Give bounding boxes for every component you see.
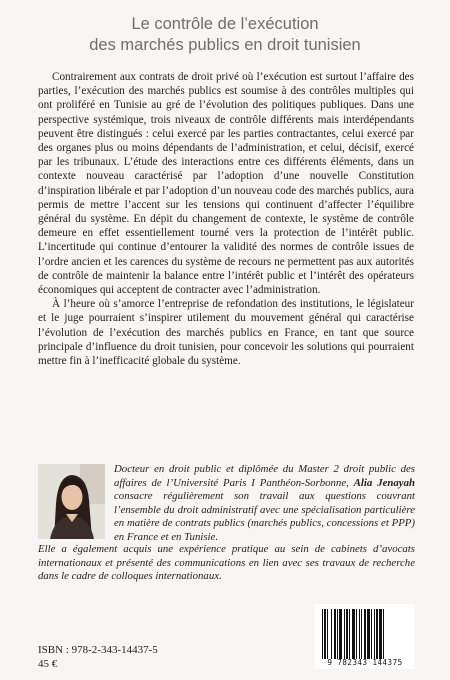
summary-paragraph-1: Contrairement aux contrats de droit privé où l’exécution est surtout l’affaire des parties, l’exécution des marchés publics est soumise à des contrôles multiples qui ont proliféré en Tunisie au gré de l’évolution des politiques publiques. Dans une perspective systémique, trois niveaux de contrôle différents mais interdépendants peuvent être distingués : celui exercé par les parties contractantes, celui exercé par des organes plus ou moins dépendants de l’administration, et celui, décisif, exercé par les tribunaux. L’étude des interactions entre ces différents éléments, dans un contexte nouveau caractérisé par l’adoption d’une nouvelle Constitution d’inspiration libérale et par l’adoption d’un nouveau code des marchés publics, aura permis de mettre l’accent sur les tensions qui continuent d’affecter l’équilibre général du système. En dépit du changement de contexte, le système de contrôle demeure en effet essentiellement tourné vers la protection de l’intérêt public. L’incertitude qui continue d’entourer la validité des normes de contrôle issues de l’ordre ancien et les carences du système de recours ne permettent pas aux autorités de contrôle de maintenir la balance entre l’intérêt public et l’intérêt des opérateurs économiques qui acceptent de contracter avec l’administration.	[38, 71, 414, 297]
bio-experience: Elle a également acquis une expérience pratique au sein de cabinets d’avocats internationaux et présenté des communications en lien avec ses travaux de recherche dans le cadre de colloques internationaux.	[38, 543, 415, 582]
price: 45 €	[38, 658, 58, 670]
barcode-icon	[322, 609, 410, 659]
bio-description: consacre régulièrement son travail aux questions couvrant l’ensemble du droit administratif avec une spécialisation particulière en matière de contrats publics (marchés publics, concessions et PPP) en France et en Tunisie.	[114, 490, 415, 543]
publication-info	[38, 643, 158, 671]
author-bio-continued	[38, 543, 415, 584]
author-photo	[38, 464, 105, 539]
author-name: Alia Jenayah	[353, 476, 415, 489]
bio-intro: Docteur en droit public et diplômée du Master 2 droit public des affaires de l’Université Paris I Panthéon-Sorbonne,	[114, 463, 415, 489]
isbn-number: ISBN : 978-2-343-14437-5	[38, 644, 158, 656]
book-title	[0, 14, 450, 56]
book-title-line-2: des marchés publics en droit tunisien	[89, 36, 361, 54]
summary-paragraph-2: À l’heure où s’amorce l’entreprise de refondation des institutions, le législateur et le juge pourraient s’inspirer utilement du mouvement général qui caractérise l’évolution de l’exécution des marchés publics en France, en tant que source principale d’influence du droit tunisien, pour concevoir les solutions qui pourraient mettre fin à l’inefficacité globale du système.	[38, 298, 414, 368]
barcode-digits: 9 782343 144375	[327, 658, 403, 667]
book-title-line-1: Le contrôle de l’exécution	[131, 15, 319, 33]
barcode	[315, 604, 415, 669]
summary-text	[38, 70, 414, 368]
author-portrait-icon	[38, 464, 105, 539]
author-bio	[114, 463, 415, 544]
